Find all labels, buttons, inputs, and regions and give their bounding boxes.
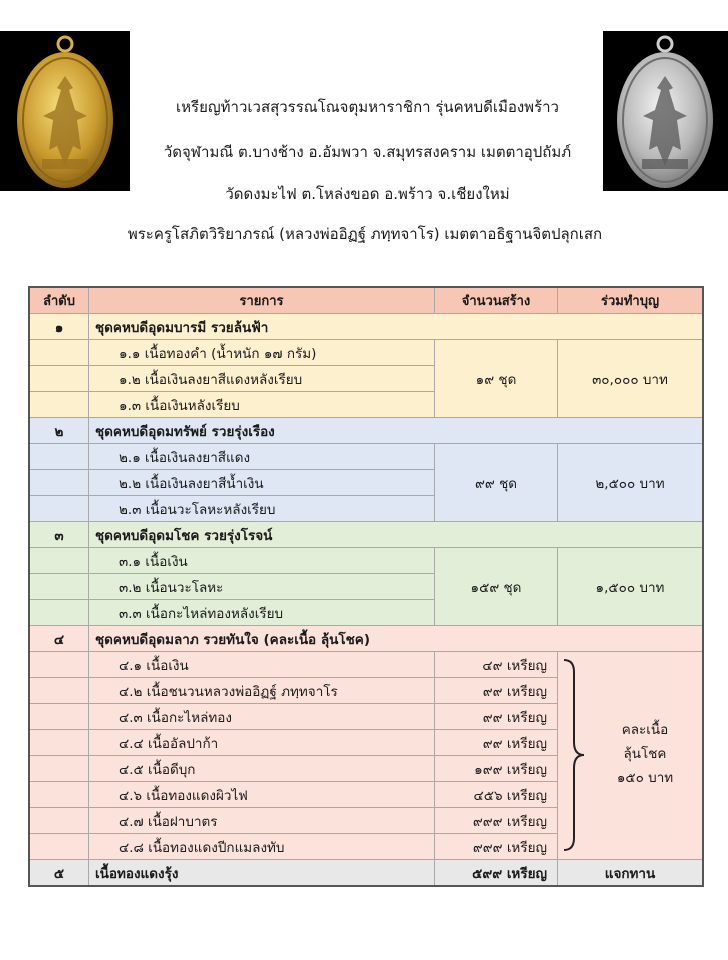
section-row bbox=[29, 522, 703, 548]
section-row bbox=[29, 860, 703, 887]
item-label: ๔.๔ เนื้ออัลปาก้า bbox=[89, 730, 435, 756]
header-line-3: วัดดงมะไฟ ต.โหล่งขอด อ.พร้าว จ.เชียงใหม่ bbox=[225, 185, 510, 203]
item-price: ๒,๕๐๐ บาท bbox=[558, 444, 704, 522]
item-label: ๓.๒ เนื้อนวะโลหะ bbox=[89, 574, 435, 600]
item-label: ๔.๒ เนื้อชนวนหลวงพ่ออิฏฐ์ ภทฺทจาโร bbox=[89, 678, 435, 704]
item-count: ๑๙๙ เหรียญ bbox=[435, 756, 558, 782]
item-label: ๔.๖ เนื้อทองแดงผิวไฟ bbox=[89, 782, 435, 808]
item-count: ๕๙๙ เหรียญ bbox=[435, 860, 558, 887]
table-row bbox=[29, 340, 703, 366]
table-row bbox=[29, 548, 703, 574]
item-label: ๔.๗ เนื้อฝาบาตร bbox=[89, 808, 435, 834]
item-count: ๑๕๙ ชุด bbox=[435, 548, 558, 626]
item-label: ๔.๕ เนื้อดีบุก bbox=[89, 756, 435, 782]
gold-medal-photo bbox=[0, 31, 130, 191]
item-count: ๙๙ เหรียญ bbox=[435, 730, 558, 756]
lucky-price-cell bbox=[558, 652, 704, 860]
item-price: ๑,๕๐๐ บาท bbox=[558, 548, 704, 626]
section-title: ชุดคหบดีอุดมบารมี รวยล้นฟ้า bbox=[89, 314, 704, 340]
price-line-3: ๑๕๐ บาท bbox=[616, 770, 674, 786]
item-label: ๔.๘ เนื้อทองแดงปีกแมลงทับ bbox=[89, 834, 435, 860]
item-label: ๒.๓ เนื้อนวะโลหะหลังเรียบ bbox=[89, 496, 435, 522]
item-count: ๔๕๖ เหรียญ bbox=[435, 782, 558, 808]
header-line-2: วัดจุฬามณี ต.บางช้าง อ.อัมพวา จ.สมุทรสงคราม เมตตาอุปถัมภ์ bbox=[163, 143, 572, 161]
item-count: ๙๙๙ เหรียญ bbox=[435, 808, 558, 834]
section-row bbox=[29, 626, 703, 652]
section-number: ๑ bbox=[29, 314, 89, 340]
donation-table bbox=[28, 286, 704, 887]
item-label: ๑.๓ เนื้อเงินหลังเรียบ bbox=[89, 392, 435, 418]
col-header-no: ลำดับ bbox=[29, 287, 89, 314]
item-label: ๑.๑ เนื้อทองคำ (น้ำหนัก ๑๗ กรัม) bbox=[89, 340, 435, 366]
item-label: ๒.๑ เนื้อเงินลงยาสีแดง bbox=[89, 444, 435, 470]
item-count: ๙๙ เหรียญ bbox=[435, 678, 558, 704]
item-price: แจกทาน bbox=[558, 860, 704, 887]
header-line-1: เหรียญท้าวเวสสุวรรณโณจตุมหาราชิกา รุ่นคหบดีเมืองพร้าว bbox=[176, 98, 559, 116]
item-count: ๙๙ เหรียญ bbox=[435, 704, 558, 730]
item-label: ๔.๑ เนื้อเงิน bbox=[89, 652, 435, 678]
col-header-count: จำนวนสร้าง bbox=[435, 287, 558, 314]
table-header-row bbox=[29, 287, 703, 314]
table-row bbox=[29, 652, 703, 678]
item-label: ๔.๓ เนื้อกะไหล่ทอง bbox=[89, 704, 435, 730]
section-number: ๒ bbox=[29, 418, 89, 444]
section-number: ๕ bbox=[29, 860, 89, 887]
col-header-item: รายการ bbox=[89, 287, 435, 314]
table-row bbox=[29, 444, 703, 470]
item-label: ๑.๒ เนื้อเงินลงยาสีแดงหลังเรียบ bbox=[89, 366, 435, 392]
section-title: ชุดคหบดีอุดมลาภ รวยทันใจ (คละเนื้อ ลุ้นโชค) bbox=[89, 626, 704, 652]
item-count: ๙๙๙ เหรียญ bbox=[435, 834, 558, 860]
price-line-1: คละเนื้อ bbox=[621, 722, 669, 738]
section-row bbox=[29, 314, 703, 340]
item-count: ๔๙ เหรียญ bbox=[435, 652, 558, 678]
section-number: ๓ bbox=[29, 522, 89, 548]
price-line-2: ลุ้นโชค bbox=[623, 746, 667, 762]
header-line-4: พระครูโสภิตวิริยาภรณ์ (หลวงพ่ออิฏฐ์ ภทฺทจาโร) เมตตาอธิฐานจิตปลุกเสก bbox=[127, 225, 603, 243]
item-label: ๒.๒ เนื้อเงินลงยาสีน้ำเงิน bbox=[89, 470, 435, 496]
item-label: ๓.๓ เนื้อกะไหล่ทองหลังเรียบ bbox=[89, 600, 435, 626]
item-label: ๓.๑ เนื้อเงิน bbox=[89, 548, 435, 574]
section-number: ๔ bbox=[29, 626, 89, 652]
section-title: ชุดคหบดีอุดมโชค รวยรุ่งโรจน์ bbox=[89, 522, 704, 548]
silver-medal-photo bbox=[603, 31, 728, 191]
brace-icon bbox=[562, 658, 586, 852]
section-title: ชุดคหบดีอุดมทรัพย์ รวยรุ่งเรือง bbox=[89, 418, 704, 444]
section-title: เนื้อทองแดงรุ้ง bbox=[89, 860, 435, 887]
col-header-price: ร่วมทำบุญ bbox=[558, 287, 704, 314]
item-count: ๙๙ ชุด bbox=[435, 444, 558, 522]
item-count: ๑๙ ชุด bbox=[435, 340, 558, 418]
item-price: ๓๐,๐๐๐ บาท bbox=[558, 340, 704, 418]
section-row bbox=[29, 418, 703, 444]
